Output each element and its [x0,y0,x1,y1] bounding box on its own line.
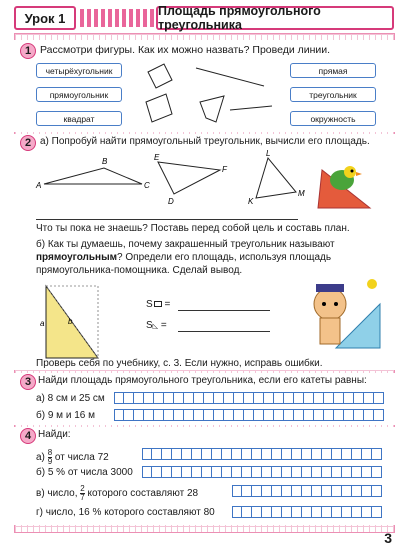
task2-section [14,134,395,370]
vertex-f: F [222,165,227,174]
vertex-a: A [36,181,42,190]
task4-a: а) $\frac{8}{9}$ от числа 72 [36,448,109,466]
label-circle[interactable]: окружность [290,111,376,126]
vertex-l: L [266,150,271,158]
shape-line [196,68,264,86]
triangle-abc [44,168,142,184]
task1-text: Рассмотри фигуры. Как их можно назвать? Проведи линии. [40,44,331,56]
task4-d: г) число, 16 % которого составляют 80 [36,507,215,518]
answer-line[interactable] [36,219,298,220]
label-line[interactable]: прямая [290,63,376,78]
vertex-m: M [298,189,305,198]
task3-text: Найди площадь прямоугольного треугольника, если его катеты равны: [38,375,367,386]
vertex-b: B [102,157,108,166]
header-stripes [80,9,154,27]
shape-quad2 [200,96,224,122]
right-triangle-figure [38,282,110,362]
task4-a-cells[interactable] [142,448,382,460]
formula-s-tri: S◺ = [146,320,167,331]
task1-section [14,40,395,132]
task2-check: Проверь себя по учебнику, с. 3. Если нужно, исправь ошибки. [36,358,323,369]
task1-number: 1 [20,43,36,59]
lesson-badge: Урок 1 [14,6,76,30]
vertex-k: K [248,197,254,206]
task2-a-text: а) Попробуй найти прямоугольный треугольник, вычисли его площадь. [40,136,370,147]
task4-b-cells[interactable] [142,466,382,478]
dog-illustration [296,274,384,354]
vertex-d: D [168,197,174,206]
task2-question: Что ты пока не знаешь? Поставь перед собой цель и составь план. [36,223,350,234]
task3-b: б) 9 м и 16 м [36,410,95,421]
task4-c-cells[interactable] [232,485,382,497]
triangle-edf [158,162,220,194]
task3-b-cells[interactable] [114,409,384,421]
task2-b-line2-rest: ? Определи его площадь, используя площадь [117,252,332,263]
triangle-lkm [256,158,296,198]
task2-b-line2 [36,252,331,263]
lesson-title: Площадь прямоугольного треугольника [156,6,394,30]
task2-b-bold: прямоугольным [36,252,118,263]
page-number: 3 [384,530,392,546]
task4-text: Найди: [38,429,71,440]
task2-b-line1: б) Как ты думаешь, почему закрашенный треугольник называют [36,239,335,250]
shape-line2 [230,106,272,110]
side-a: a [40,319,45,328]
task2-number: 2 [20,135,36,151]
side-b: b [68,317,73,326]
task1-shapes [134,58,284,130]
label-square[interactable]: квадрат [36,111,122,126]
task4-b: б) 5 % от числа 3000 [36,467,133,478]
formula2-answer[interactable] [178,331,270,332]
vertex-c: C [144,181,150,190]
task4-number: 4 [20,428,36,444]
task3-a: а) 8 см и 25 см [36,393,105,404]
formula-s-rect: S = [146,299,171,310]
vertex-e: E [154,153,160,162]
shape-square [148,64,172,88]
task3-a-cells[interactable] [114,392,384,404]
label-rectangle[interactable]: прямоугольник [36,87,122,102]
formula1-answer[interactable] [178,310,270,311]
task3-section [14,373,395,425]
task4-d-cells[interactable] [232,506,382,518]
task4-section [14,427,395,525]
label-quadrilateral[interactable]: четырёхугольник [36,63,122,78]
parrot-illustration [312,158,376,214]
task2-b-line3: прямоугольника-помощника. Сделай вывод. [36,265,243,276]
label-triangle[interactable]: треугольник [290,87,376,102]
shape-quad [146,94,172,122]
task3-number: 3 [20,374,36,390]
task2-triangles [34,150,334,214]
task4-c: в) число, $\frac{2}{7}$ которого составляют 28 [36,484,199,502]
